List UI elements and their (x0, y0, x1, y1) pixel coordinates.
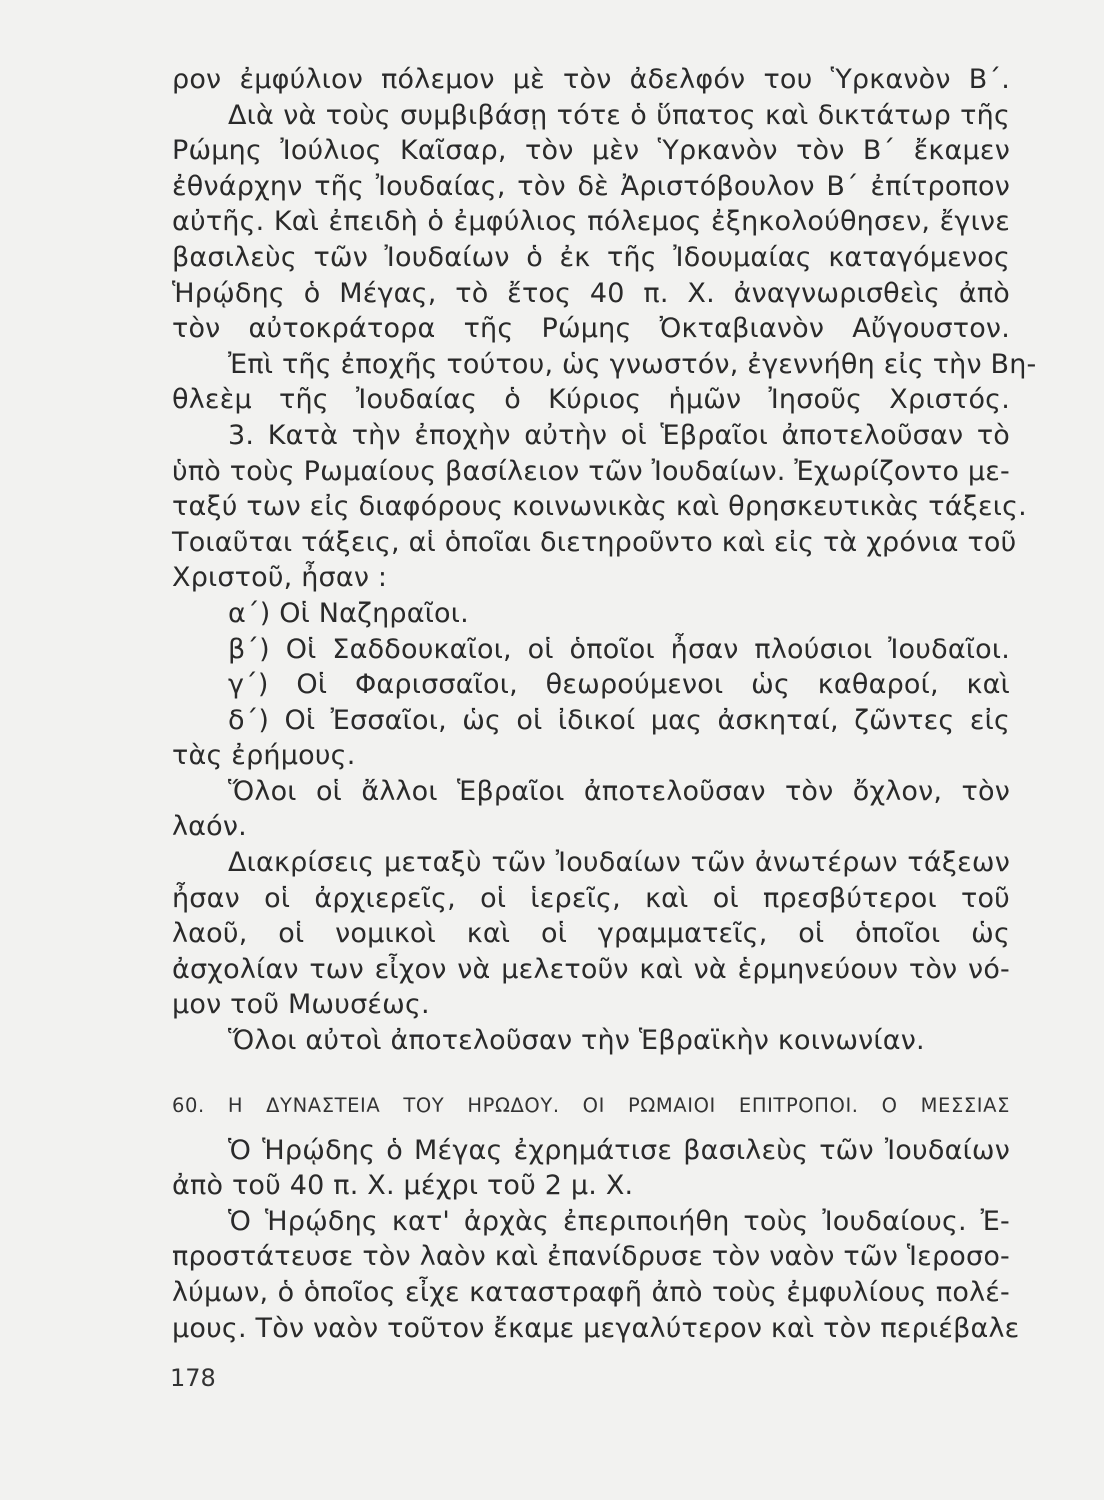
text-line: θλεὲμ τῆς Ἰουδαίας ὁ Κύριος ἡμῶν Ἰησοῦς Χριστός. (172, 384, 1010, 416)
text-line: Ὁ Ἡρῴδης ὁ Μέγας ἐχρημάτισε βασιλεὺς τῶν Ἰουδαίων (228, 1134, 1010, 1166)
text-line: βασιλεὺς τῶν Ἰουδαίων ὁ ἐκ τῆς Ἰδουμαίας καταγόμενος (172, 241, 1010, 273)
text-line: αὐτῆς. Καὶ ἐπειδὴ ὁ ἐμφύλιος πόλεμος ἐξηκολούθησεν, ἔγινε (172, 206, 1010, 238)
page-number: 178 (170, 1364, 216, 1392)
text-line: Χριστοῦ, ἦσαν : (172, 562, 388, 594)
text-line: Διακρίσεις μεταξὺ τῶν Ἰουδαίων τῶν ἀνωτέρων τάξεων (228, 847, 1010, 879)
text-line: Ἐπὶ τῆς ἐποχῆς τούτου, ὡς γνωστόν, ἐγεννήθη εἰς τὴν Βη- (228, 348, 1037, 380)
text-block-bottom (172, 1133, 1020, 1347)
text-line: ταξύ των εἰς διαφόρους κοινωνικὰς καὶ θρησκευτικὰς τάξεις. (172, 491, 1027, 523)
text-line: ἐθνάρχην τῆς Ἰουδαίας, τὸν δὲ Ἀριστόβουλον Β΄ ἐπίτροπον (172, 170, 1010, 202)
text-line: ρον ἐμφύλιον πόλεμον μὲ τὸν ἀδελφόν του Ὑρκανὸν Β΄. (172, 64, 1010, 95)
text-line: τὰς ἐρήμους. (172, 740, 356, 772)
text-line: ὑπὸ τοὺς Ρωμαίους βασίλειον τῶν Ἰουδαίων. Ἐχωρίζοντο με- (172, 455, 1010, 487)
text-line: α΄) Οἱ Ναζηραῖοι. (228, 597, 469, 629)
text-line: ἦσαν οἱ ἀρχιερεῖς, οἱ ἱερεῖς, καὶ οἱ πρεσβύτεροι τοῦ (172, 882, 1010, 914)
section-heading: 60. Η ΔΥΝΑΣΤΕΙΑ ΤΟΥ ΗΡΩΔΟΥ. ΟΙ ΡΩΜΑΙΟΙ ΕΠΙΤΡΟΠΟΙ. Ο ΜΕΣΣΙΑΣ (172, 1093, 1010, 1117)
text-line: γ΄) Οἱ Φαρισσαῖοι, θεωρούμενοι ὡς καθαροί, καὶ (228, 669, 1010, 701)
text-line: Ὅλοι αὐτοὶ ἀποτελοῦσαν τὴν Ἑβραϊκὴν κοινωνίαν. (228, 1025, 925, 1057)
text-line: μους. Τὸν ναὸν τοῦτον ἔκαμε μεγαλύτερον καὶ τὸν περιέβαλε (172, 1312, 1020, 1344)
text-line: Ὁ Ἡρῴδης κατ' ἀρχὰς ἐπεριποιήθη τοὺς Ἰουδαίους. Ἐ- (228, 1205, 1010, 1237)
page-body (172, 62, 1037, 1346)
text-line: ἀσχολίαν των εἶχον νὰ μελετοῦν καὶ νὰ ἑρμηνεύουν τὸν νό- (172, 953, 1010, 985)
text-line: τὸν αὐτοκράτορα τῆς Ρώμης Ὀκταβιανὸν Αὔγουστον. (172, 313, 1010, 345)
text-line: δ΄) Οἱ Ἐσσαῖοι, ὡς οἱ ἰδικοί μας ἀσκηταί, ζῶντες εἰς (228, 704, 1010, 736)
text-line: λαόν. (172, 811, 247, 843)
text-line: Ἡρῴδης ὁ Μέγας, τὸ ἔτος 40 π. Χ. ἀναγνωρισθεὶς ἀπὸ (172, 277, 1010, 309)
text-line: 3. Κατὰ τὴν ἐποχὴν αὐτὴν οἱ Ἑβραῖοι ἀποτελοῦσαν τὸ (228, 419, 1010, 451)
text-line: ἀπὸ τοῦ 40 π. Χ. μέχρι τοῦ 2 μ. Χ. (172, 1170, 634, 1202)
text-line: Τοιαῦται τάξεις, αἱ ὁποῖαι διετηροῦντο καὶ εἰς τὰ χρόνια τοῦ (172, 526, 1017, 558)
text-line: μον τοῦ Μωυσέως. (172, 989, 430, 1021)
text-line: λύμων, ὁ ὁποῖος εἶχε καταστραφῆ ἀπὸ τοὺς ἐμφυλίους πολέ- (172, 1277, 1010, 1308)
text-block-top (172, 62, 1037, 1059)
text-line: Διὰ νὰ τοὺς συμβιβάσῃ τότε ὁ ὕπατος καὶ δικτάτωρ τῆς (228, 99, 1010, 131)
text-line: λαοῦ, οἱ νομικοὶ καὶ οἱ γραμματεῖς, οἱ ὁποῖοι ὡς (172, 918, 1010, 950)
text-line: Ρώμης Ἰούλιος Καῖσαρ, τὸν μὲν Ὑρκανὸν τὸν Β΄ ἔκαμεν (172, 135, 1010, 167)
text-line: β΄) Οἱ Σαδδουκαῖοι, οἱ ὁποῖοι ἦσαν πλούσιοι Ἰουδαῖοι. (228, 633, 1010, 665)
text-line: Ὅλοι οἱ ἄλλοι Ἑβραῖοι ἀποτελοῦσαν τὸν ὄχλον, τὸν (228, 775, 1010, 807)
text-line: προστάτευσε τὸν λαὸν καὶ ἐπανίδρυσε τὸν ναὸν τῶν Ἱεροσο- (172, 1241, 1010, 1273)
